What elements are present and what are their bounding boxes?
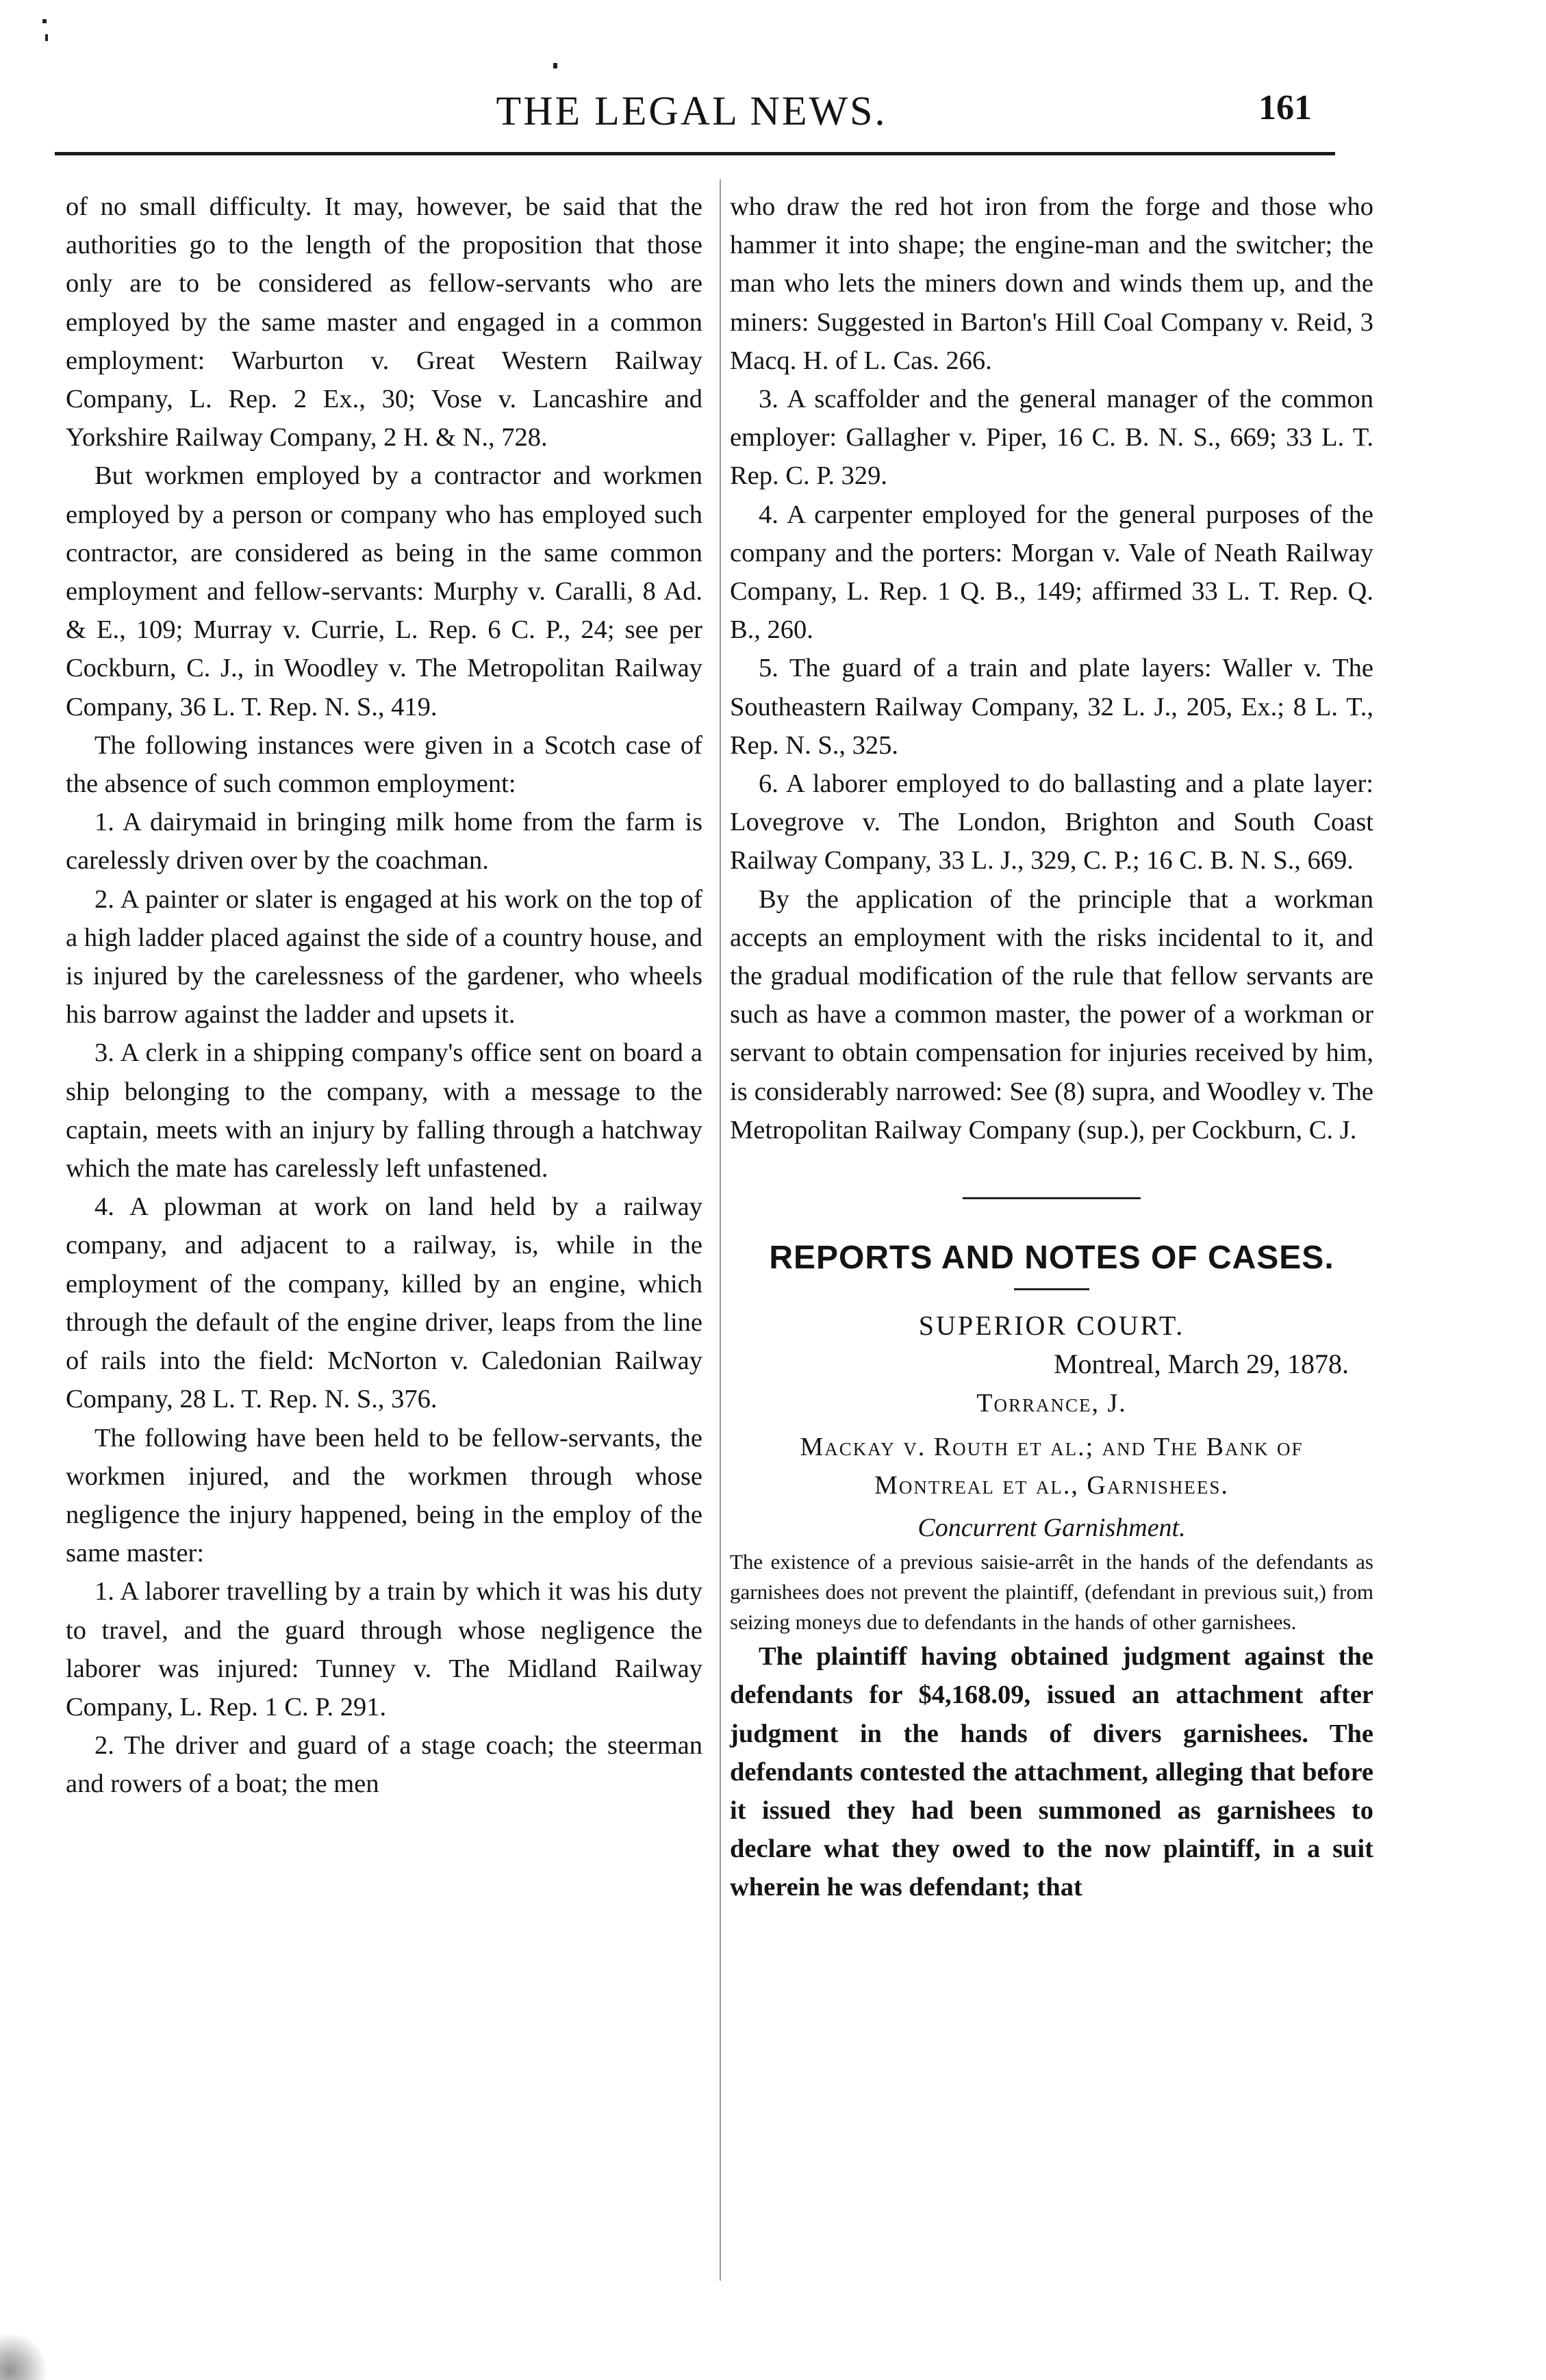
case-date: Montreal, March 29, 1878. — [1053, 1348, 1349, 1380]
list-item: 5. The guard of a train and plate layers: Waller v. The Southeastern Railway Company, 32 L. J., 205, Ex.; 8 L. T., Rep. N. S., 325. — [730, 654, 1373, 760]
paragraph: The following have been held to be fellow-servants, the workmen injured, and the workmen through whose negligence the injury happened, being in the employ of the same master: — [66, 1423, 702, 1568]
column-divider — [720, 179, 721, 2281]
paragraph: who draw the red hot iron from the forge and those who hammer it into shape; the engine-man and the switcher; the man who lets the miners down and winds them up, and the miners: Suggested in Barton's Hill Coal Company v. Reid, 3 Macq. H. of L. Cas. 266. — [730, 192, 1373, 375]
print-speck — [42, 19, 47, 23]
case-parties — [730, 1428, 1373, 1505]
page-title: THE LEGAL NEWS. — [496, 88, 887, 133]
section-divider — [963, 1197, 1141, 1199]
list-item: 3. A clerk in a shipping company's office sent on board a ship belonging to the company, with a message to the captain, meets with an injury by falling through a hatchway which the mate has carelessly left unfastened. — [66, 1038, 702, 1183]
judge-name: Torrance, J. — [976, 1388, 1127, 1418]
paragraph: The following instances were given in a Scotch case of the absence of such common employment: — [66, 730, 702, 799]
parties-line: Montreal et al., Garnishees. — [874, 1470, 1229, 1500]
headnote: The existence of a previous saisie-arrêt in the hands of the defendants as garnishees does not prevent the plaintiff, (defendant in previous suit,) from seizing moneys due to defendants in the hands of other garnishees. — [730, 1550, 1373, 1635]
list-item: 1. A laborer travelling by a train by which it was his duty to travel, and the guard through whose negligence the laborer was injured: Tunney v. The Midland Railway Company, L. Rep. 1 C. P. 291. — [66, 1577, 702, 1722]
list-item: 4. A plowman at work on land held by a railway company, and adjacent to a railway, is, while in the employment of the company, killed by an engine, which through the default of the engine driver, leaps from the line of rails into the field: McNorton v. Caledonian Railway Company, 28 L. T. Rep. N. S., 376. — [66, 1192, 702, 1414]
paragraph: But workmen employed by a contractor and workmen employed by a person or company who has employed such contractor, are considered as being in the same common employment and fellow-servants: Murphy v. Caralli, 8 Ad. & E., 109; Murray v. Currie, L. Rep. 6 C. P., 24; see per Cockburn, C. J., in Woodley v. The Metropolitan Railway Company, 36 L. T. Rep. N. S., 419. — [66, 461, 702, 721]
section-heading: REPORTS AND NOTES OF CASES. — [769, 1240, 1334, 1277]
list-item: 4. A carpenter employed for the general purposes of the company and the porters: Morgan v. Vale of Neath Railway Company, L. Rep. 1 Q. B., 149; affirmed 33 L. T. Rep. Q. B., 260. — [730, 500, 1373, 645]
paragraph: By the application of the principle that a workman accepts an employment with the risks incidental to it, and the gradual modification of the rule that fellow servants are such as have a common master, the power of a workman or servant to obtain compensation for injuries received by him, is considerably narrowed: See (8) supra, and Woodley v. The Metropolitan Railway Company (sup.), per Cockburn, C. J. — [730, 884, 1373, 1144]
parties-line: Mackay v. Routh et al.; and The Bank of — [800, 1432, 1304, 1461]
case-subject: Concurrent Garnishment. — [917, 1513, 1186, 1542]
print-speck — [45, 34, 48, 41]
court-name: SUPERIOR COURT. — [918, 1310, 1185, 1342]
left-column — [66, 188, 702, 1804]
right-column — [730, 188, 1373, 1907]
scan-artifact — [0, 2332, 48, 2380]
page-number: 161 — [1258, 88, 1312, 127]
print-speck — [553, 63, 557, 68]
paragraph: of no small difficulty. It may, however, be said that the authorities go to the length of the proposition that those only are to be considered as fellow-servants who are employed by the same master and engaged in a common employment: Warburton v. Great Western Railway Company, L. Rep. 2 Ex., 30; Vose v. Lancashire and Yorkshire Railway Company, 2 H. & N., 728. — [66, 192, 702, 452]
list-item: 2. A painter or slater is engaged at his work on the top of a high ladder placed against the side of a country house, and is injured by the carelessness of the gardener, who wheels his barrow against the ladder and upsets it. — [66, 884, 702, 1029]
header-rule — [55, 152, 1335, 155]
list-item: 6. A laborer employed to do ballasting and a plate layer: Lovegrove v. The London, Brighton and South Coast Railway Company, 33 L. J., 329, C. P.; 16 C. B. N. S., 669. — [730, 769, 1373, 875]
list-item: 2. The driver and guard of a stage coach; the steerman and rowers of a boat; the men — [66, 1731, 702, 1799]
list-item: 1. A dairymaid in bringing milk home from the farm is carelessly driven over by the coachman. — [66, 808, 702, 875]
list-item: 3. A scaffolder and the general manager of the common employer: Gallagher v. Piper, 16 C. B. N. S., 669; 33 L. T. Rep. C. P. 329. — [730, 385, 1373, 491]
heading-rule — [1014, 1288, 1089, 1290]
case-body: The plaintiff having obtained judgment against the defendants for $4,168.09, issued an attachment after judgment in the hands of divers garnishees. The defendants contested the attachment, alleging that before it issued they had been summoned as garnishees to declare what they owed to the now plaintiff, in a suit wherein he was defendant; that — [730, 1642, 1373, 1902]
